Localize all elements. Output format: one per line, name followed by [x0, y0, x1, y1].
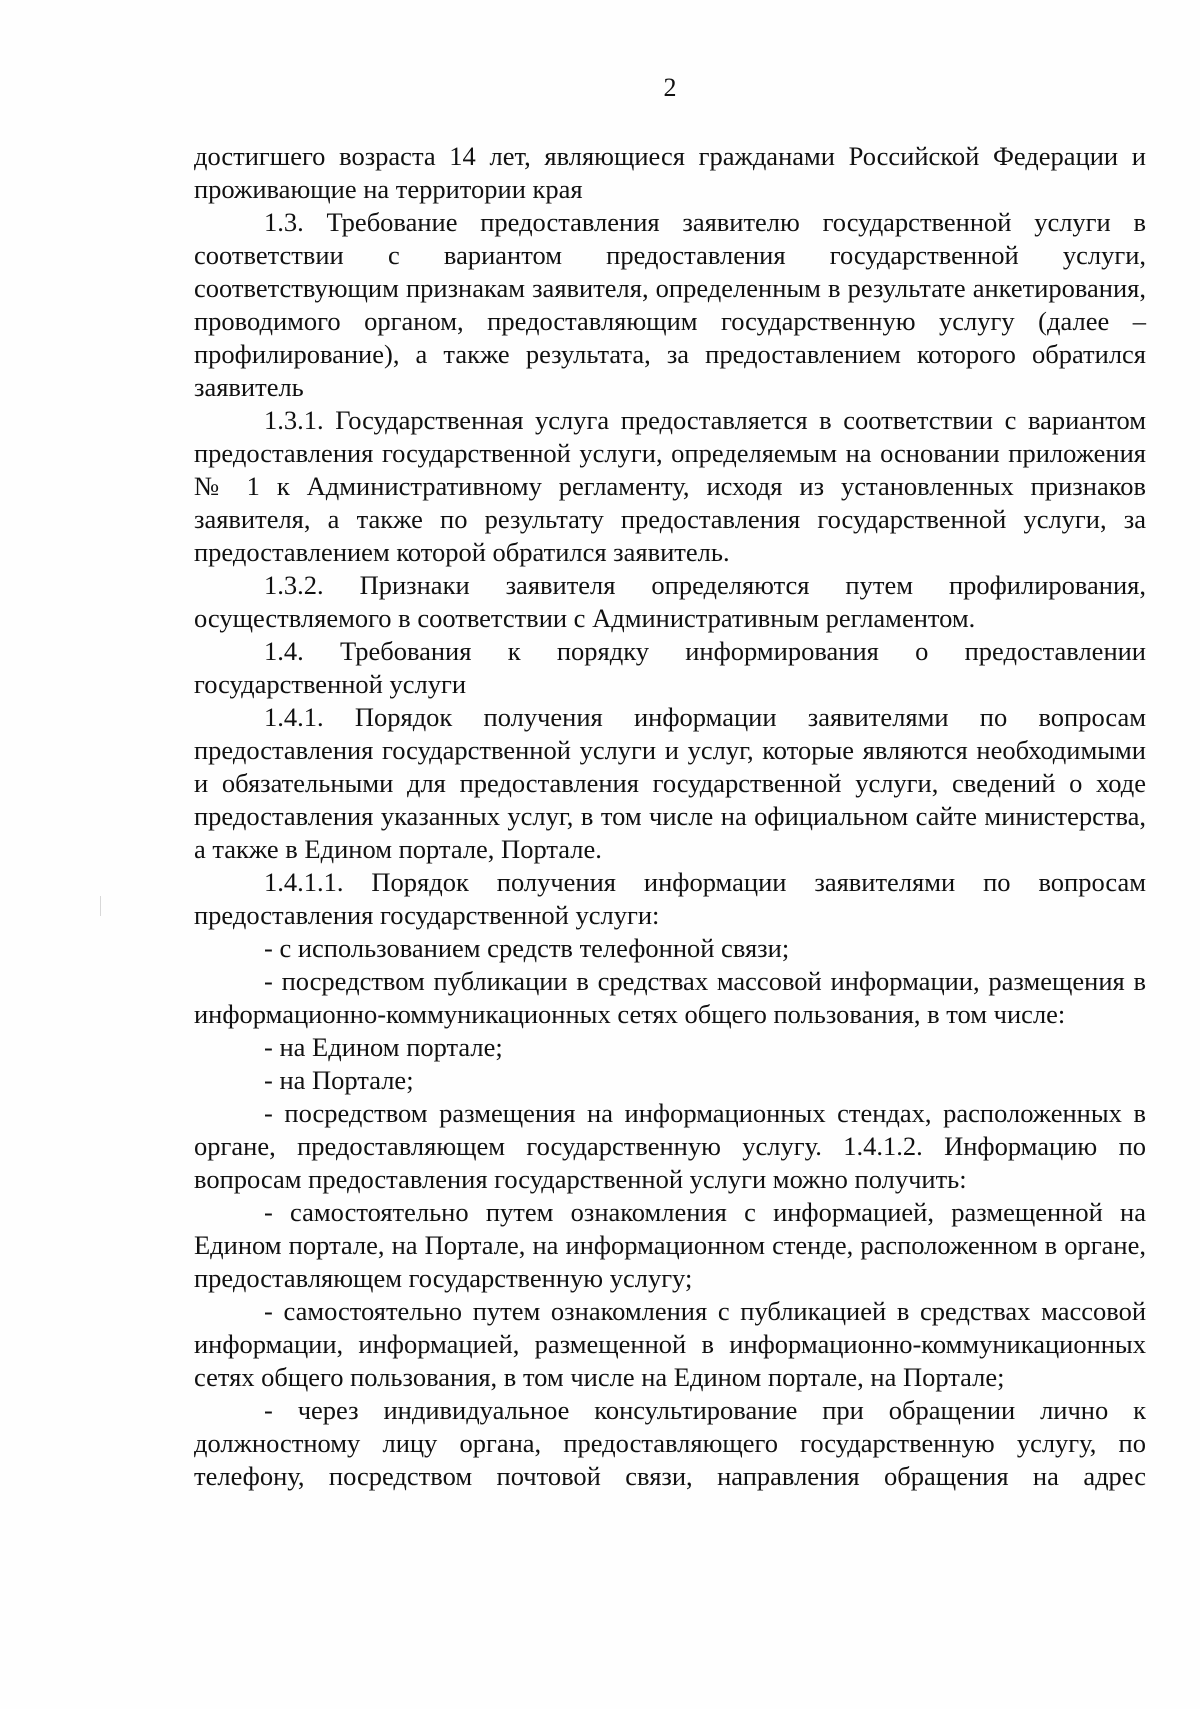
document-body: [194, 140, 1146, 1493]
paragraph-1-4: 1.4. Требования к порядку информирования о предоставлении государственной услуги: [194, 636, 1146, 699]
scan-margin-mark: [100, 896, 101, 916]
paragraph-1-4-1: 1.4.1. Порядок получения информации заявителями по вопросам предоставления государственной услуги и услуг, которые являются необходимыми и обязательными для предоставления государственной услуги, сведений о ходе предоставления указанных услуг, в том числе на официальном сайте министерства, а также в Едином портале, Портале.: [194, 702, 1146, 864]
page-number: 2: [663, 73, 677, 102]
list-item-mass-media: - посредством публикации в средствах массовой информации, размещения в информационно-коммуникационных сетях общего пользования, в том числе:: [194, 966, 1146, 1029]
list-item-individual-consulting: - через индивидуальное консультирование при обращении лично к должностному лицу органа, предоставляющего государственную услугу, по телефону, посредством почтовой связи, направления обращения на адрес: [194, 1395, 1146, 1491]
list-item-unified-portal: - на Едином портале;: [264, 1032, 503, 1062]
list-item-info-stands: - посредством размещения на информационных стендах, расположенных в органе, предоставляющем государственную услугу. 1.4.1.2. Информацию по вопросам предоставления государственной услуги можно получить:: [194, 1098, 1146, 1194]
paragraph-1-3-2: 1.3.2. Признаки заявителя определяются путем профилирования, осуществляемого в соответствии с Административным регламентом.: [194, 570, 1146, 633]
list-item-self-publication: - самостоятельно путем ознакомления с публикацией в средствах массовой информации, информацией, размещенной в информационно-коммуникационных сетях общего пользования, в том числе на Едином портале, на Портале;: [194, 1296, 1146, 1392]
paragraph-1-3-1: 1.3.1. Государственная услуга предоставляется в соответствии с вариантом предоставления государственной услуги, определяемым на основании приложения № 1 к Административному регламенту, исходя из установленных признаков заявителя, а также по результату предоставления государственной услуги, за предоставлением которой обратился заявитель.: [194, 405, 1146, 567]
paragraph-continuation: достигшего возраста 14 лет, являющиеся гражданами Российской Федерации и проживающие на территории края: [194, 141, 1146, 204]
list-item-self-info: - самостоятельно путем ознакомления с информацией, размещенной на Едином портале, на Портале, на информационном стенде, расположенном в органе, предоставляющем государственную услугу;: [194, 1197, 1146, 1293]
list-item-portal: - на Портале;: [264, 1065, 414, 1095]
paragraph-1-4-1-1: 1.4.1.1. Порядок получения информации заявителями по вопросам предоставления государственной услуги:: [194, 867, 1146, 930]
list-item-telephone: - с использованием средств телефонной связи;: [264, 933, 790, 963]
paragraph-1-3: 1.3. Требование предоставления заявителю государственной услуги в соответствии с вариантом предоставления государственной услуги, соответствующим признакам заявителя, определенным в результате анкетирования, проводимого органом, предоставляющим государственную услугу (далее – профилирование), а также результата, за предоставлением которого обратился заявитель: [194, 207, 1146, 402]
